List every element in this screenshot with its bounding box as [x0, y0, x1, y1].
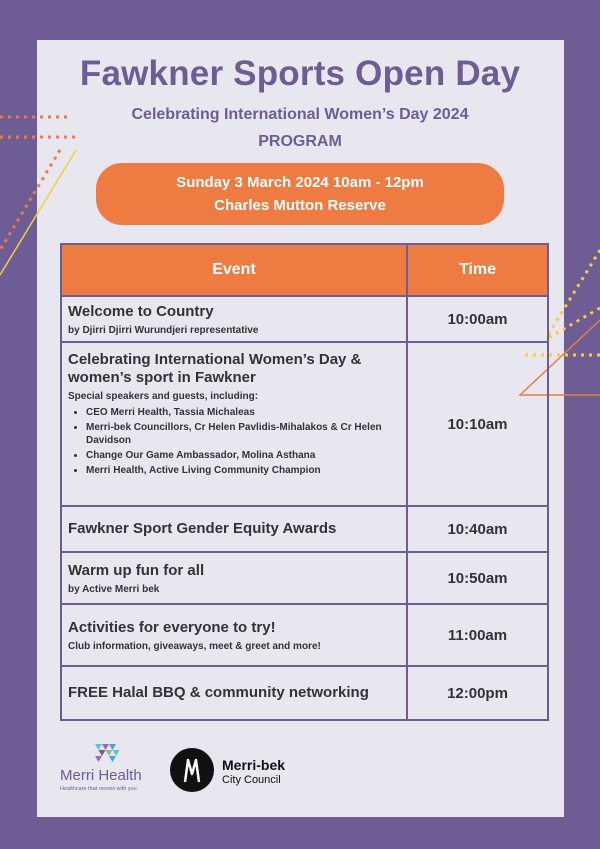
- merri-bek-name: Merri-bek: [222, 757, 286, 773]
- event-time: 12:00pm: [447, 684, 508, 702]
- program-heading: PROGRAM: [258, 133, 342, 150]
- merri-health-name: Merri Health: [60, 767, 142, 784]
- header-time: Time: [458, 261, 497, 278]
- event-title: Celebrating International Women’s Day & women’s sport in Fawkner: [68, 351, 362, 386]
- merri-health-logo-icon: [60, 740, 122, 766]
- merri-bek-subtitle: City Council: [222, 774, 281, 786]
- event-title: FREE Halal BBQ & community networking: [68, 684, 369, 701]
- event-time: 10:50am: [447, 569, 508, 587]
- event-time: 11:00am: [447, 626, 508, 644]
- table-row: [62, 505, 547, 551]
- list-item: • Merri-bek Councillors, Cr Helen Pavlidis-Mihalakos & Cr Helen Davidson: [86, 421, 400, 447]
- list-item: • CEO Merri Health, Tassia Michaleas: [86, 406, 400, 419]
- event-title: Activities for everyone to try!: [68, 618, 276, 636]
- event-detail: Special speakers and guests, including:: [68, 391, 259, 402]
- merri-health-tagline: Healthcare that moves with you: [60, 786, 137, 792]
- event-detail: Club information, giveaways, meet & greet and more!: [68, 640, 321, 652]
- event-title: Warm up fun for all: [68, 561, 205, 579]
- event-title: Welcome to Country: [68, 302, 214, 320]
- table-row: [62, 603, 547, 665]
- table-row: [62, 295, 547, 341]
- event-title: Fawkner Sport Gender Equity Awards: [68, 520, 337, 537]
- subtitle: Celebrating International Women’s Day 2024: [131, 106, 469, 123]
- event-detail: by Djirri Djirri Wurundjeri representative: [68, 324, 259, 336]
- page-title: Fawkner Sports Open Day: [79, 54, 521, 93]
- list-item: • Merri Health, Active Living Community Champion: [86, 464, 400, 477]
- table-row: [62, 551, 547, 603]
- merri-bek-logo-icon: [170, 748, 214, 792]
- header-event: Event: [62, 245, 408, 295]
- table-header-row: [62, 245, 547, 295]
- date-venue-banner: [96, 163, 504, 225]
- venue: Charles Mutton Reserve: [214, 197, 386, 214]
- event-time: 10:10am: [447, 415, 508, 433]
- date-time: Sunday 3 March 2024 10am - 12pm: [176, 174, 424, 191]
- list-item: • Change Our Game Ambassador, Molina Asthana: [86, 449, 400, 462]
- table-row: [62, 665, 547, 719]
- event-time: 10:40am: [447, 520, 508, 538]
- event-time: 10:00am: [447, 310, 508, 328]
- program-table: [60, 243, 549, 721]
- table-row: [62, 341, 547, 505]
- event-detail: by Active Merri bek: [68, 583, 160, 595]
- speaker-list: [68, 404, 400, 479]
